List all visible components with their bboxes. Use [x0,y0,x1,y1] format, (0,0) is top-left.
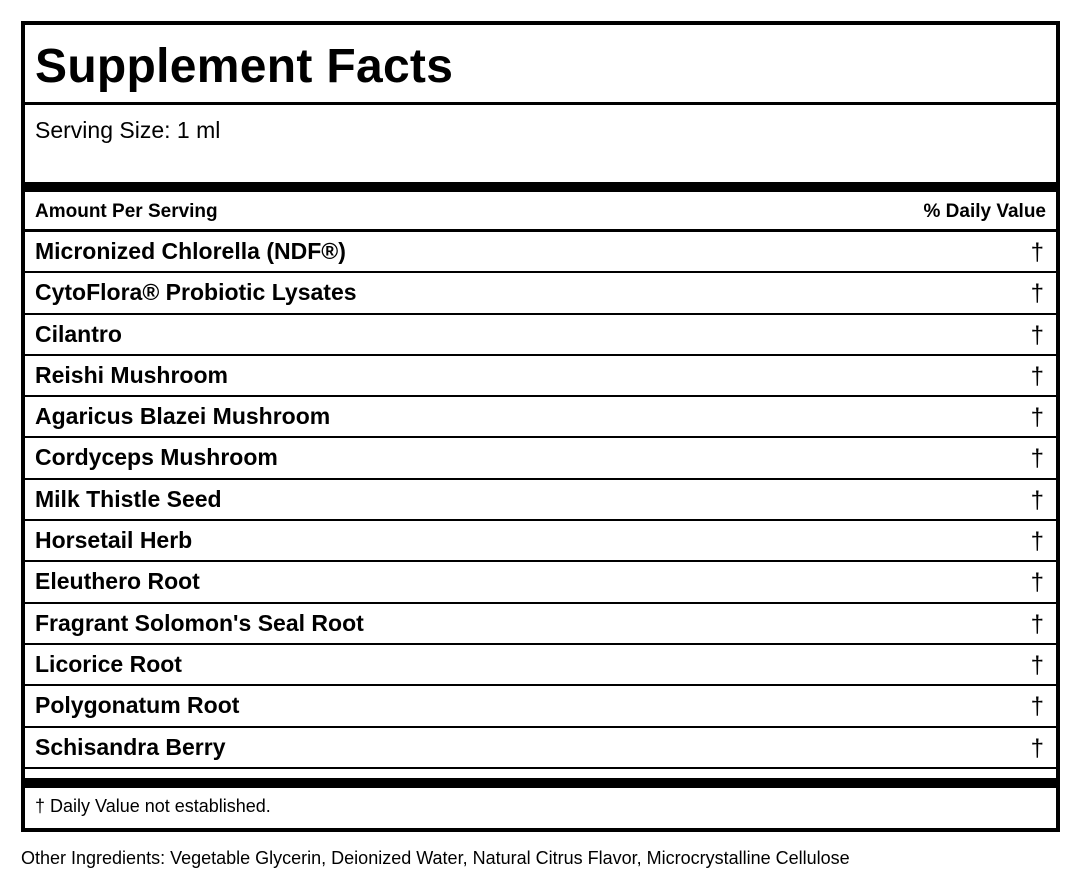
ingredient-row [25,521,1056,562]
ingredient-row [25,728,1056,769]
daily-value-footnote: † Daily Value not established. [35,796,271,816]
ingredient-daily-value: † [1030,528,1044,556]
amount-per-serving-header: Amount Per Serving [35,201,218,222]
ingredient-daily-value: † [1030,569,1044,597]
ingredient-row [25,645,1056,686]
thick-divider-top [25,182,1056,192]
ingredient-name: Agaricus Blazei Mushroom [35,403,331,430]
ingredient-daily-value: † [1030,239,1044,266]
ingredient-name: Eleuthero Root [35,568,200,595]
ingredient-row [25,232,1056,273]
ingredient-row [25,273,1056,314]
thick-divider-bottom [25,778,1056,788]
panel-title: Supplement Facts [35,40,454,93]
ingredient-row [25,397,1056,438]
ingredient-row [25,480,1056,521]
ingredient-name: Licorice Root [35,650,182,677]
ingredient-name: Polygonatum Root [35,692,240,719]
other-ingredients: Other Ingredients: Vegetable Glycerin, Deionized Water, Natural Citrus Flavor, Microcrystalline Cellulose [21,848,850,868]
ingredient-name: Schisandra Berry [35,733,226,760]
ingredient-daily-value: † [1030,486,1044,514]
ingredient-name: Cilantro [35,320,122,347]
supplement-facts-panel [21,21,1060,832]
table-header [25,192,1056,232]
ingredient-row [25,315,1056,356]
ingredient-row [25,356,1056,397]
ingredient-name: Cordyceps Mushroom [35,444,278,471]
ingredient-name: Horsetail Herb [35,527,193,554]
ingredient-row [25,604,1056,645]
ingredient-daily-value: † [1030,445,1044,473]
ingredient-name: Milk Thistle Seed [35,485,222,512]
ingredient-daily-value: † [1030,404,1044,432]
ingredient-name: Reishi Mushroom [35,361,228,388]
ingredient-daily-value: † [1030,280,1044,308]
ingredient-row [25,438,1056,479]
ingredient-list [25,232,1056,769]
ingredient-daily-value: † [1030,734,1044,762]
title-block [25,25,1056,105]
daily-value-header: % Daily Value [923,201,1046,222]
ingredient-daily-value: † [1030,610,1044,638]
ingredient-daily-value: † [1030,651,1044,679]
ingredient-row [25,562,1056,603]
ingredient-name: Micronized Chlorella (NDF®) [35,238,346,264]
serving-size: Serving Size: 1 ml [35,117,221,143]
ingredient-name: Fragrant Solomon's Seal Root [35,609,364,636]
ingredient-name: CytoFlora® Probiotic Lysates [35,279,357,306]
serving-block [25,105,1056,182]
ingredient-daily-value: † [1030,321,1044,349]
ingredient-row [25,686,1056,727]
ingredient-daily-value: † [1030,693,1044,721]
ingredient-daily-value: † [1030,362,1044,390]
